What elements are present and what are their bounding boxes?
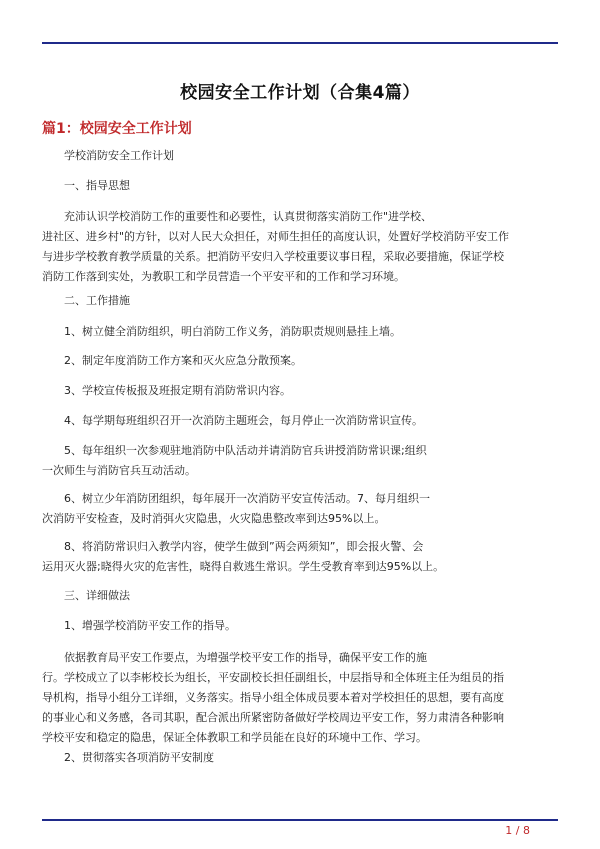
section-title: 篇1：校园安全工作计划 — [42, 121, 192, 137]
list-item — [42, 351, 584, 371]
text-line: 2、贯彻落实各项消防平安制度 — [64, 751, 214, 764]
text-line: 2、制定年度消防工作方案和灭火应急分散预案。 — [64, 354, 302, 367]
text-line: 消防工作落到实处，为教职工和学员营造一个平安平和的工作和学习环境。 — [42, 270, 405, 283]
list-item — [42, 322, 584, 342]
heading-guiding-ideology — [42, 176, 584, 196]
paragraph-subtitle — [42, 146, 584, 166]
list-item — [42, 537, 562, 577]
text-line: 行。学校成立了以李彬校长为组长，平安副校长担任副组长，中层指导和全体班主任为组员的指 — [42, 671, 504, 684]
text-line: 的事业心和义务感，各司其职，配合派出所紧密防备做好学校周边平安工作，努力肃清各种影响 — [42, 711, 504, 724]
text-line: 运用灭火器;晓得火灾的危害性，晓得自救逃生常识。学生受教育率到达95%以上。 — [42, 560, 445, 573]
list-item — [42, 381, 584, 401]
text-line: 进社区、进乡村"的方针，以对人民大众担任，对师生担任的高度认识，处置好学校消防平安工作 — [42, 230, 510, 243]
text-line: 次消防平安检查，及时消弭火灾隐患，火灾隐患整改率到达95%以上。 — [42, 512, 386, 525]
text-line: 4、每学期每班组织召开一次消防主题班会，每月停止一次消防常识宣传。 — [64, 414, 423, 427]
text-line: 导机构，指导小组分工详细，义务落实。指导小组全体成员要本着对学校担任的思想，要有高度 — [42, 691, 504, 704]
list-item — [42, 411, 584, 431]
paragraph-guiding-ideology — [42, 207, 562, 287]
text-line: 三、详细做法 — [64, 589, 130, 602]
header-rule — [42, 42, 558, 44]
list-item — [42, 748, 584, 768]
text-line: 1、增强学校消防平安工作的指导。 — [64, 619, 236, 632]
text-line: 与进步学校教育教学质量的关系。把消防平安归入学校重要议事日程，采取必要措施，保证学校 — [42, 250, 504, 263]
footer-rule — [42, 819, 558, 821]
text-line: 3、学校宣传板报及班报定期有消防常识内容。 — [64, 384, 291, 397]
text-line: 依据教育局平安工作要点，为增强学校平安工作的指导，确保平安工作的施 — [64, 651, 427, 664]
text-line: 5、每年组织一次参观驻地消防中队活动并请消防官兵讲授消防常识课;组织 — [64, 444, 427, 457]
text-line: 一、指导思想 — [64, 179, 130, 192]
text-line: 学校消防安全工作计划 — [64, 149, 174, 162]
heading-detailed-methods — [42, 586, 584, 606]
text-line: 一次师生与消防官兵互动活动。 — [42, 464, 196, 477]
heading-work-measures — [42, 291, 584, 311]
text-line: 6、树立少年消防团组织，每年展开一次消防平安宣传活动。7、每月组织一 — [64, 492, 430, 505]
paragraph-leadership — [42, 648, 562, 748]
page-indicator: 1 / 8 — [505, 824, 530, 837]
list-item — [42, 489, 562, 529]
list-item — [42, 616, 584, 636]
text-line: 学校平安和稳定的隐患，保证全体教职工和学员能在良好的环境中工作、学习。 — [42, 731, 427, 744]
list-item — [42, 441, 562, 481]
text-line: 1、树立健全消防组织，明白消防工作义务，消防职责规则悬挂上墙。 — [64, 325, 401, 338]
document-title: 校园安全工作计划（合集4篇） — [180, 83, 420, 103]
text-line: 8、将消防常识归入教学内容，使学生做到”两会两须知”，即会报火警、会 — [64, 540, 424, 553]
text-line: 充沛认识学校消防工作的重要性和必要性，认真贯彻落实消防工作"进学校、 — [64, 210, 433, 223]
text-line: 二、工作措施 — [64, 294, 130, 307]
